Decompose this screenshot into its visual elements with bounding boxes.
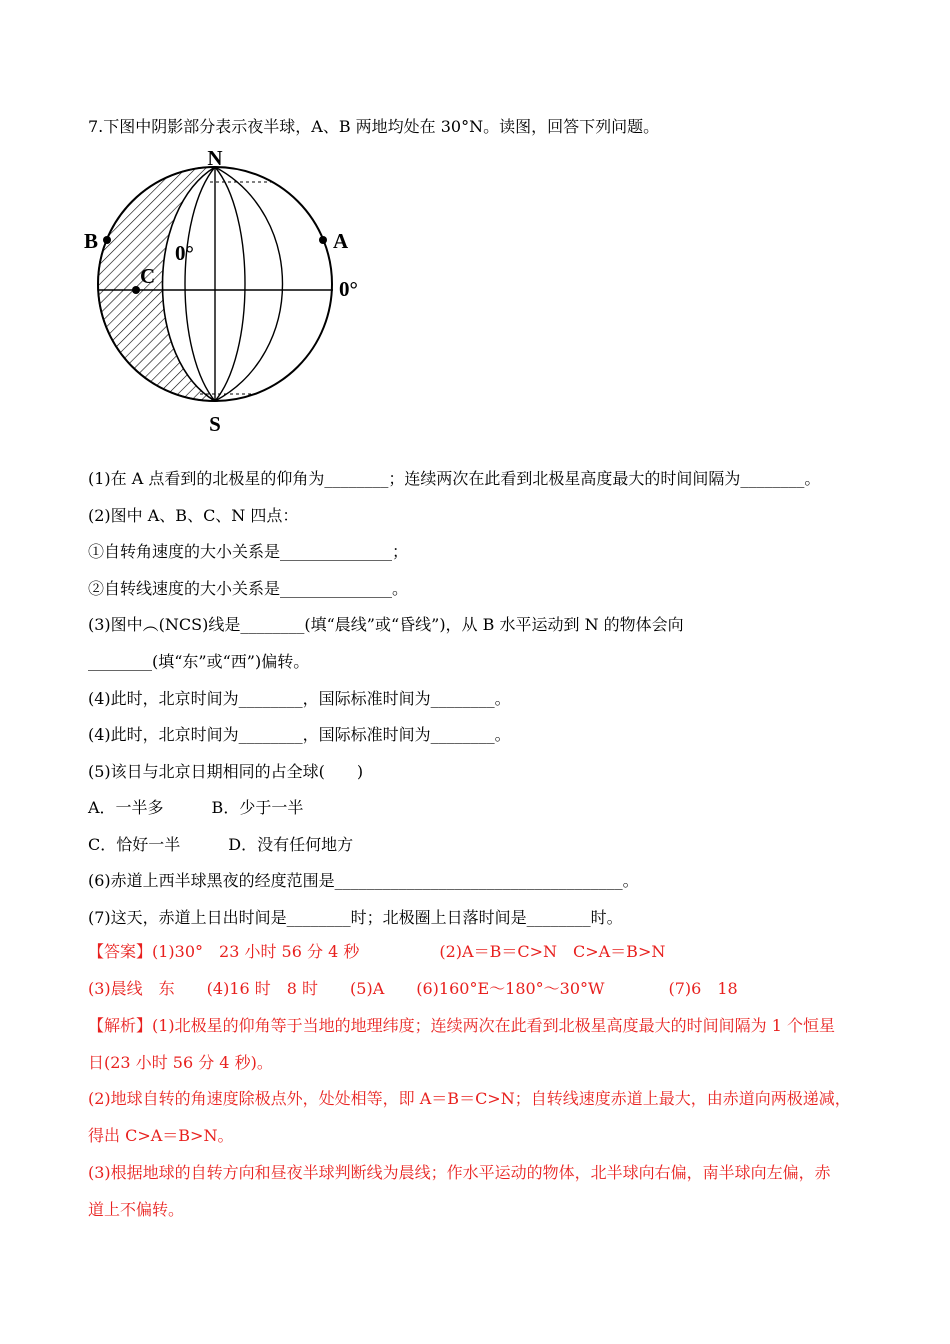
question-line: (2)图中 A、B、C、N 四点： bbox=[88, 506, 299, 525]
question-line: ①自转角速度的大小关系是______________； bbox=[88, 542, 409, 561]
point-a bbox=[319, 236, 327, 244]
answer-line: (3)晨线 东 (4)16 时 8 时 (5)A (6)160°E～180°～30°W (7)6 18 bbox=[88, 979, 738, 998]
analysis-line: 日(23 小时 56 分 4 秒)。 bbox=[88, 1053, 273, 1072]
question-intro: 7.下图中阴影部分表示夜半球，A、B 两地均处在 30°N。读图，回答下列问题。 bbox=[88, 117, 660, 136]
point-c bbox=[132, 286, 140, 294]
question-line: (6)赤道上西半球黑夜的经度范围是____________________________________。 bbox=[88, 871, 639, 890]
question-line: (5)该日与北京日期相同的占全球( ) bbox=[88, 762, 364, 781]
choice-line: C．恰好一半 D．没有任何地方 bbox=[88, 835, 354, 854]
answer-line: 【答案】(1)30° 23 小时 56 分 4 秒 (2)A＝B＝C>N C>A＝B>N bbox=[88, 942, 666, 961]
label-south: S bbox=[209, 412, 221, 436]
label-meridian-0: 0° bbox=[175, 241, 194, 265]
meridian-line bbox=[215, 167, 245, 401]
question-line: ②自转线速度的大小关系是______________。 bbox=[88, 579, 409, 598]
label-c: C bbox=[140, 264, 156, 288]
question-line: (4)此时，北京时间为________，国际标准时间为________。 bbox=[88, 725, 511, 744]
analysis-line: (2)地球自转的角速度除极点外，处处相等，即 A＝B＝C>N；自转线速度赤道上最大，由赤道向两极递减， bbox=[88, 1089, 851, 1108]
analysis-line: 道上不偏转。 bbox=[88, 1200, 185, 1219]
point-b bbox=[103, 236, 111, 244]
analysis-line: 【解析】(1)北极星的仰角等于当地的地理纬度；连续两次在此看到北极星高度最大的时间间隔为 1 个恒星 bbox=[88, 1016, 836, 1035]
analysis-line: 得出 C>A＝B>N。 bbox=[88, 1126, 234, 1145]
question-line: (7)这天，赤道上日出时间是________时；北极圈上日落时间是________时。 bbox=[88, 908, 623, 927]
earth-diagram bbox=[80, 145, 380, 449]
earth-diagram-svg bbox=[80, 145, 380, 445]
question-line: (1)在 A 点看到的北极星的仰角为________；连续两次在此看到北极星高度最大的时间间隔为________。 bbox=[88, 469, 821, 488]
label-a: A bbox=[333, 229, 349, 253]
meridian-line bbox=[215, 167, 283, 401]
question-line: (3)图中︵(NCS)线是________(填“晨线”或“昏线”)，从 B 水平运动到 N 的物体会向 bbox=[88, 615, 684, 634]
meridian-line bbox=[185, 167, 215, 401]
choice-line: A．一半多 B．少于一半 bbox=[88, 798, 304, 817]
label-b: B bbox=[84, 229, 99, 253]
analysis-line: (3)根据地球的自转方向和昼夜半球判断线为晨线；作水平运动的物体，北半球向右偏，南半球向左偏，赤 bbox=[88, 1163, 831, 1182]
question-line: ________(填“东”或“西”)偏转。 bbox=[88, 652, 310, 671]
label-north: N bbox=[207, 146, 223, 170]
question-line: (4)此时，北京时间为________，国际标准时间为________。 bbox=[88, 689, 511, 708]
label-equator-0: 0° bbox=[339, 277, 358, 301]
